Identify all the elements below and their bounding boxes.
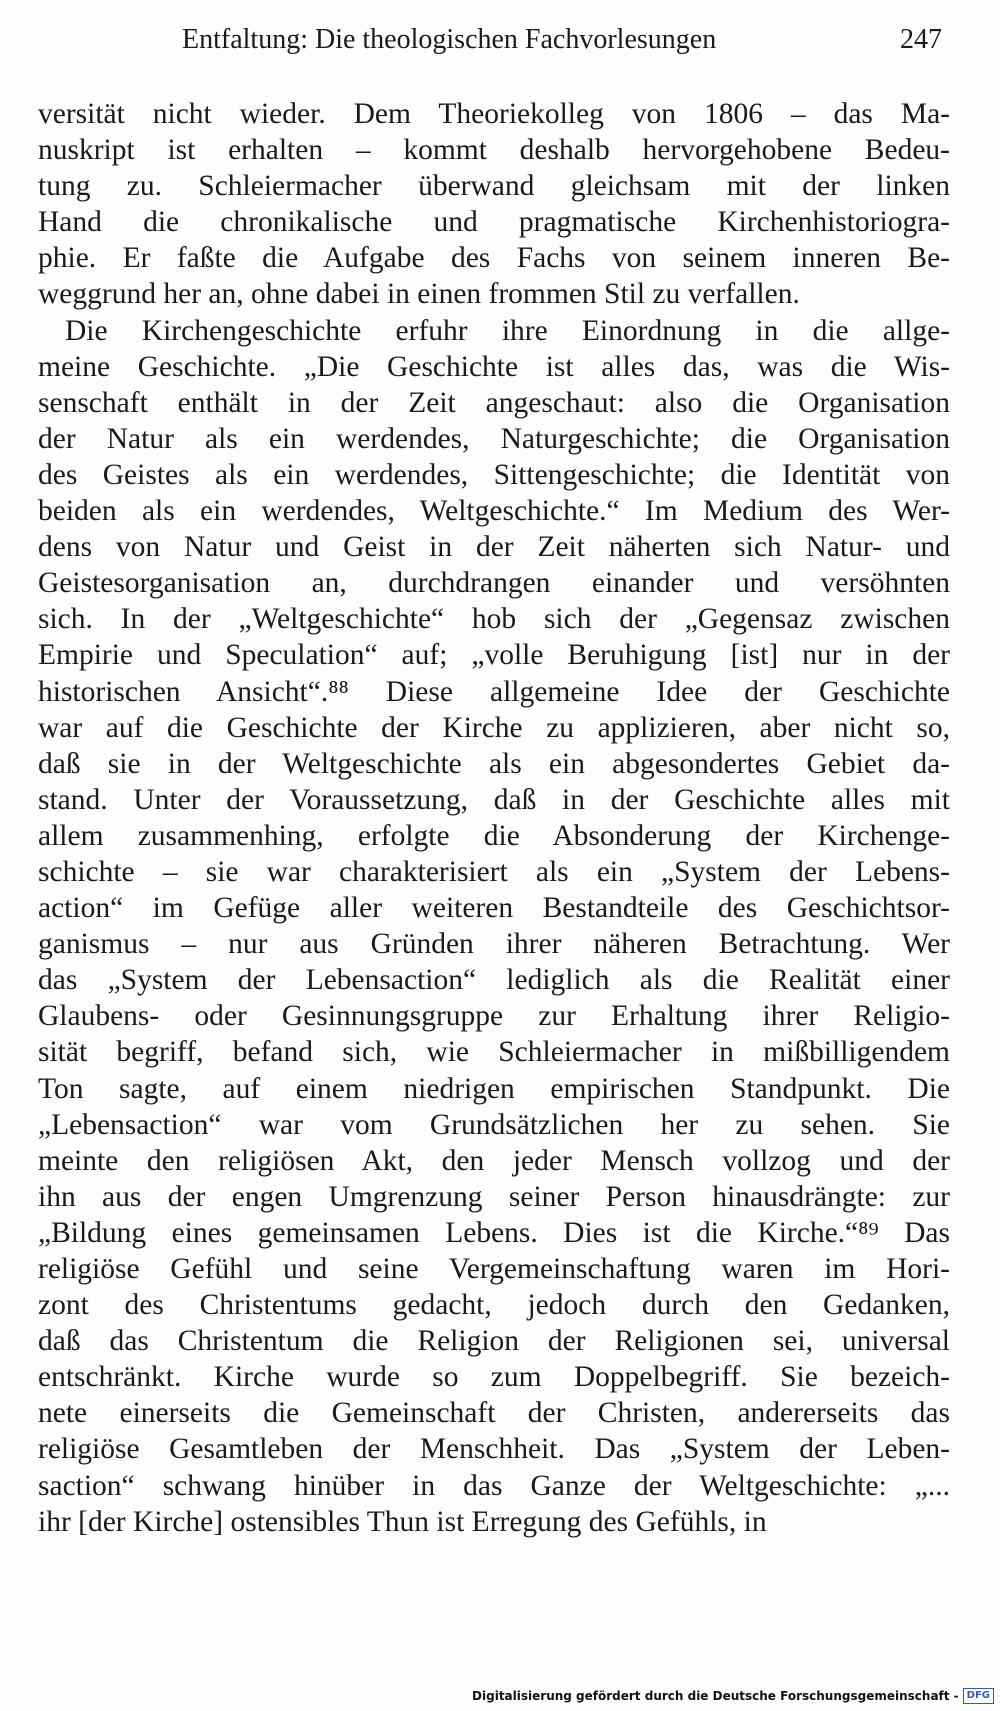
text-line: religiöse Gesamtleben der Menschheit. Das „System der Leben-: [38, 1433, 950, 1466]
digitization-footer: [472, 1685, 994, 1707]
text-line: allem zusammenhing, erfolgte die Absonderung der Kirchenge-: [38, 819, 950, 852]
text-line: daß sie in der Weltgeschichte als ein abgesondertes Gebiet da-: [38, 747, 950, 780]
text-line: beiden als ein werdendes, Weltgeschichte.“ Im Medium des Wer-: [38, 495, 950, 528]
text-line: „Lebensaction“ war vom Grundsätzlichen her zu sehen. Sie: [38, 1108, 950, 1141]
text-line: schichte – sie war charakterisiert als ein „System der Lebens-: [38, 855, 950, 888]
text-line: daß das Christentum die Religion der Religionen sei, universal: [38, 1325, 950, 1358]
text-line: ihn aus der engen Umgrenzung seiner Person hinausdrängte: zur: [38, 1180, 950, 1213]
text-line: senschaft enthält in der Zeit angeschaut: also die Organisation: [38, 386, 950, 419]
text-line: saction“ schwang hinüber in das Ganze der Weltgeschichte: „...: [38, 1469, 950, 1502]
text-line: sich. In der „Weltgeschichte“ hob sich der „Gegensaz zwischen: [38, 603, 950, 636]
text-line: Empirie und Speculation“ auf; „volle Beruhigung [ist] nur in der: [38, 639, 950, 672]
body-text: [38, 96, 950, 1540]
text-line: versität nicht wieder. Dem Theoriekolleg von 1806 – das Ma-: [38, 98, 950, 130]
text-line: action“ im Gefüge aller weiteren Bestandteile des Geschichtsor-: [38, 892, 950, 925]
text-line: Glaubens- oder Gesinnungsgruppe zur Erhaltung ihrer Religio-: [38, 1000, 950, 1033]
text-line: nuskript ist erhalten – kommt deshalb hervorgehobene Bedeu-: [38, 134, 950, 167]
text-line: nete einerseits die Gemeinschaft der Christen, andererseits das: [38, 1397, 950, 1430]
text-line: religiöse Gefühl und seine Vergemeinschaftung waren im Hori-: [38, 1253, 950, 1285]
text-line: Hand die chronikalische und pragmatische Kirchenhistoriogra-: [38, 206, 950, 239]
text-line: phie. Er faßte die Aufgabe des Fachs von seinem inneren Be-: [38, 242, 950, 275]
text-line: historischen Ansicht“.⁸⁸ Diese allgemeine Idee der Geschichte: [38, 675, 950, 708]
text-line: sität begriff, befand sich, wie Schleiermacher in mißbilligendem: [38, 1036, 950, 1069]
text-line: meinte den religiösen Akt, den jeder Mensch vollzog und der: [38, 1144, 950, 1177]
text-line: dens von Natur und Geist in der Zeit näherten sich Natur- und: [38, 531, 950, 564]
footer-text: Digitalisierung gefördert durch die Deutsche Forschungsgemeinschaft -: [472, 1689, 959, 1703]
text-line: der Natur als ein werdendes, Naturgeschichte; die Organisation: [38, 422, 950, 455]
text-line: war auf die Geschichte der Kirche zu applizieren, aber nicht so,: [38, 711, 950, 744]
dfg-logo-icon: DFG: [963, 1688, 994, 1704]
text-line: weggrund her an, ohne dabei in einen frommen Stil zu verfallen.: [38, 278, 800, 311]
text-line: meine Geschichte. „Die Geschichte ist alles das, was die Wis-: [38, 350, 950, 383]
text-line: tung zu. Schleiermacher überwand gleichsam mit der linken: [38, 170, 950, 203]
text-line: zont des Christentums gedacht, jedoch durch den Gedanken,: [38, 1289, 950, 1322]
text-line: entschränkt. Kirche wurde so zum Doppelbegriff. Sie bezeich-: [38, 1361, 950, 1394]
text-line: des Geistes als ein werdendes, Sittengeschichte; die Identität von: [38, 458, 950, 491]
text-line: Die Kirchengeschichte erfuhr ihre Einordnung in die allge-: [65, 314, 950, 347]
text-line: Geistesorganisation an, durchdrangen einander und versöhnten: [38, 567, 950, 600]
text-line: ihr [der Kirche] ostensibles Thun ist Erregung des Gefühls, in: [38, 1505, 767, 1538]
page-number: 247: [900, 24, 942, 55]
text-line: das „System der Lebensaction“ lediglich als die Realität einer: [38, 964, 950, 997]
running-title: Entfaltung: Die theologischen Fachvorlesungen: [182, 24, 717, 55]
text-line: „Bildung eines gemeinsamen Lebens. Dies ist die Kirche.“⁸⁹ Das: [38, 1216, 950, 1249]
running-header: [182, 24, 942, 64]
text-line: ganismus – nur aus Gründen ihrer näheren Betrachtung. Wer: [38, 928, 950, 961]
text-line: stand. Unter der Voraussetzung, daß in der Geschichte alles mit: [38, 783, 950, 816]
text-line: Ton sagte, auf einem niedrigen empirischen Standpunkt. Die: [38, 1072, 950, 1105]
